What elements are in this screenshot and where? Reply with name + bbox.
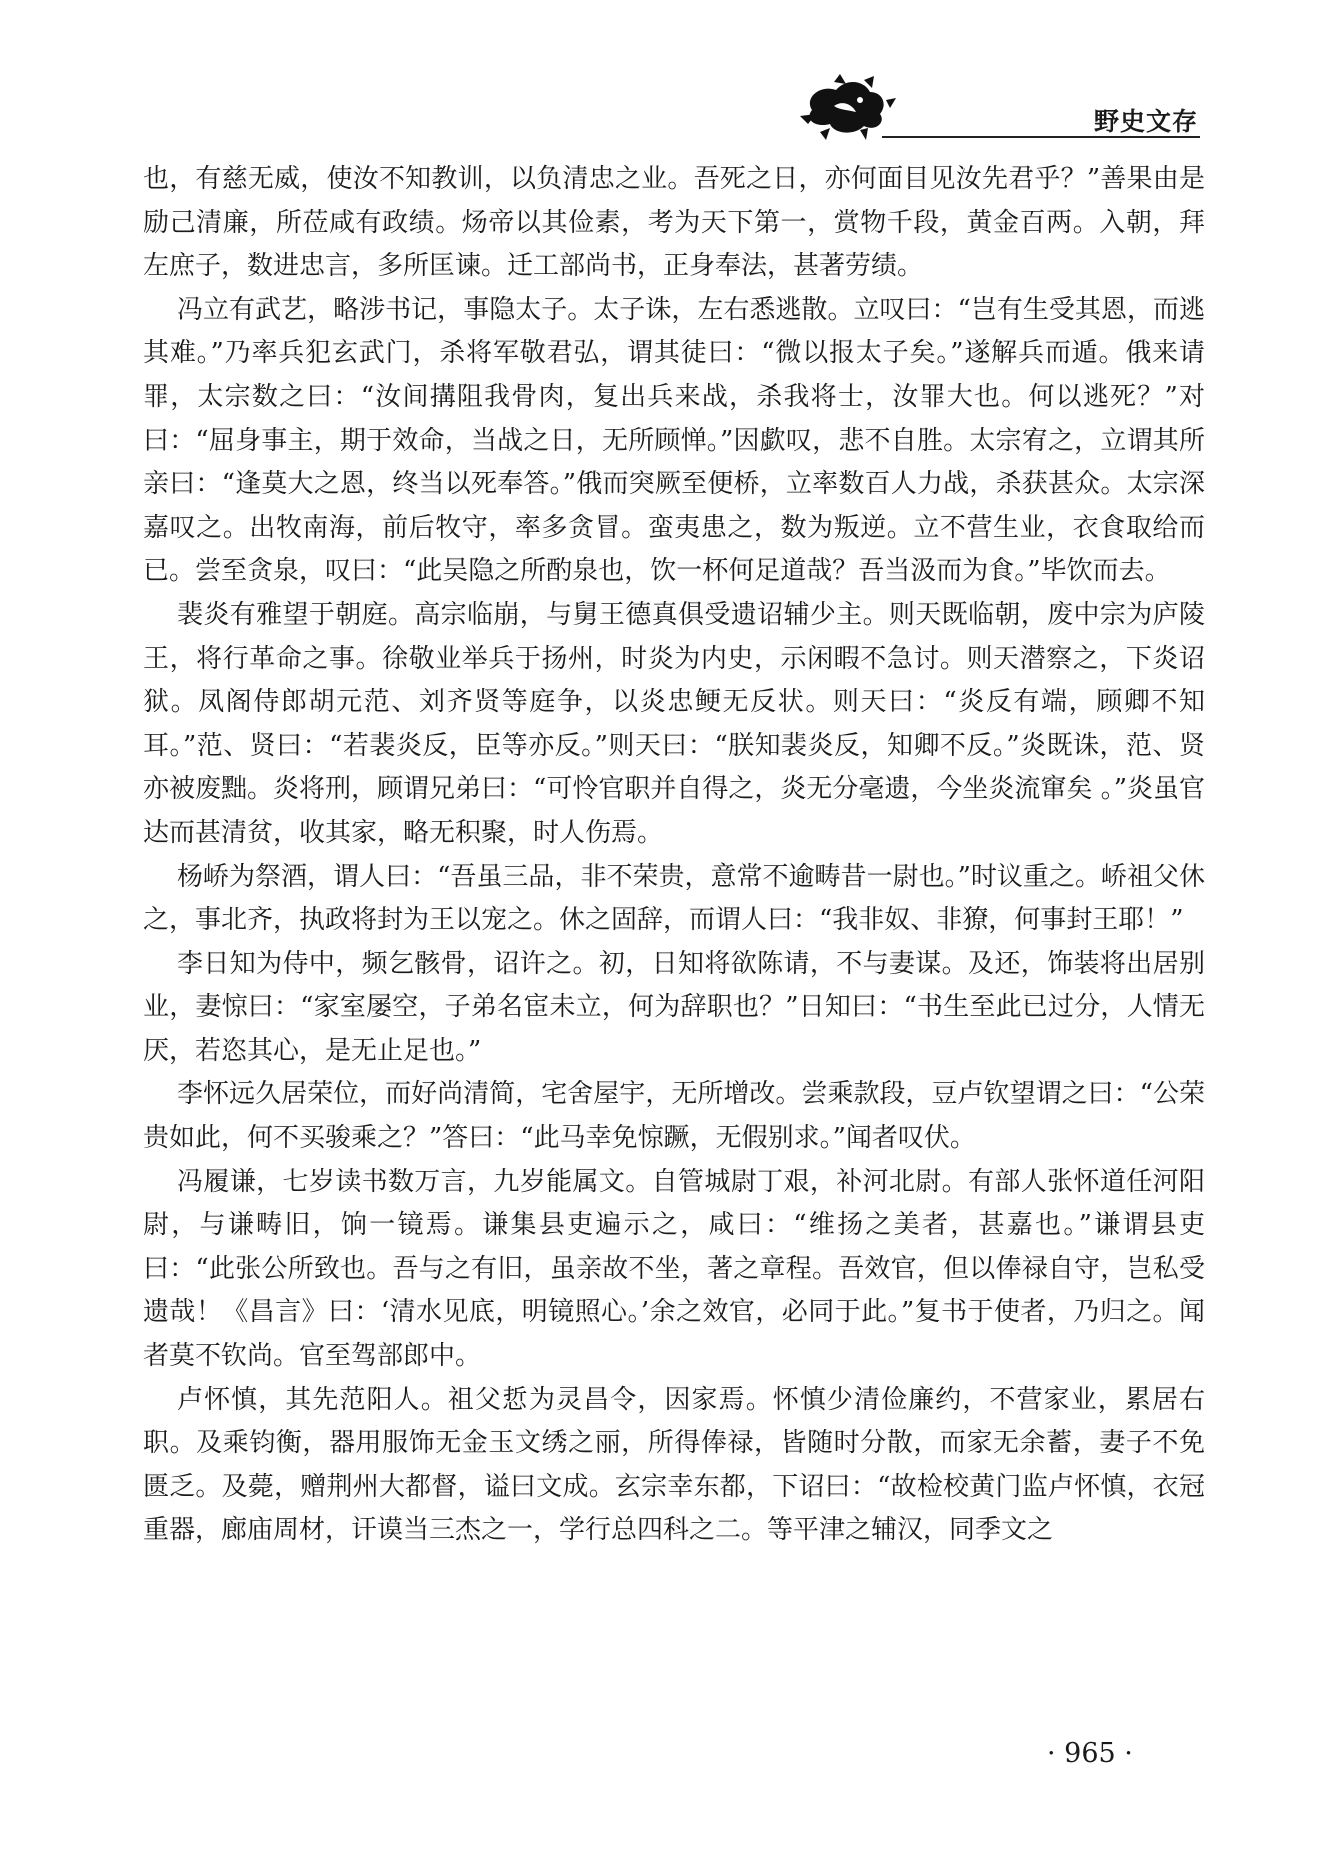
paragraph: 冯立有武艺，略涉书记，事隐太子。太子诛，左右悉逃散。立叹曰：“岂有生受其恩，而逃其难。”乃率兵犯玄武门，杀将军敬君弘，谓其徒曰：“微以报太子矣。”遂解兵而遁。俄来请罪，太宗数之曰：“汝间搆阻我骨肉，复出兵来战，杀我将士，汝罪大也。何以逃死？”对曰：“屈身事主，期于效命，当战之日，无所顾惮。”因歔叹，悲不自胜。太宗宥之，立谓其所亲曰：“逢莫大之恩，终当以死奉答。”俄而突厥至便桥，立率数百人力战，杀获甚众。太宗深嘉叹之。出牧南海，前后牧守，率多贪冒。蛮夷患之，数为叛逆。立不营生业，衣食取给而已。尝至贪泉，叹曰：“此吴隐之所酌泉也，饮一杯何足道哉？吾当汲而为食。”毕饮而去。: [143, 294, 1205, 587]
paragraph: 裴炎有雅望于朝庭。高宗临崩，与舅王德真俱受遗诏辅少主。则天既临朝，废中宗为庐陵王，将行革命之事。徐敬业举兵于扬州，时炎为内史，示闲暇不急讨。则天潜察之，下炎诏狱。凤阁侍郎胡元范、刘齐贤等庭争，以炎忠鲠无反状。则天曰：“炎反有端，顾卿不知耳。”范、贤曰：“若裴炎反，臣等亦反。”则天曰：“朕知裴炎反，知卿不反。”炎既诛，范、贤亦被废黜。炎将刑，顾谓兄弟曰：“可怜官职并自得之，炎无分毫遗，今坐炎流窜矣 。”炎虽官达而甚清贫，收其家，略无积聚，时人伤焉。: [143, 599, 1205, 848]
header-title: 野史文存: [1093, 107, 1198, 136]
paragraph: 李日知为侍中，频乞骸骨，诏许之。初，日知将欲陈请，不与妻谋。及还，饰装将出居别业，妻惊曰：“家室屡空，子弟名宦未立，何为辞职也？”日知曰：“书生至此已过分，人情无厌，若恣其心，是无止足也。”: [143, 948, 1205, 1066]
page-number: · 965 ·: [1047, 1738, 1133, 1769]
page-body: [143, 158, 1205, 1553]
page-header: [790, 70, 1210, 140]
paragraph: 也，有慈无威，使汝不知教训，以负清忠之业。吾死之日，亦何面目见汝先君乎？”善果由是励己清廉，所莅咸有政绩。炀帝以其俭素，考为天下第一，赏物千段，黄金百两。入朝，拜左庶子，数进忠言，多所匡谏。迁工部尚书，正身奉法，甚著劳绩。: [143, 164, 1205, 282]
paragraph: 卢怀慎，其先范阳人。祖父悊为灵昌令，因家焉。怀慎少清俭廉约，不营家业，累居右职。及乘钧衡，器用服饰无金玉文绣之丽，所得俸禄，皆随时分散，而家无余蓄，妻子不免匮乏。及薨，赠荆州大都督，谥曰文成。玄宗幸东都，下诏曰：“故检校黄门监卢怀慎，衣冠重器，廊庙周材，讦谟当三杰之一，学行总四科之二。等平津之辅汉，同季文之: [143, 1384, 1205, 1546]
header-rule: [882, 136, 1200, 138]
dragon-emblem-icon: [790, 70, 900, 142]
paragraph: 李怀远久居荣位，而好尚清简，宅舍屋宇，无所增改。尝乘款段，豆卢钦望谓之曰：“公荣贵如此，何不买骏乘之？”答曰：“此马幸免惊蹶，无假别求。”闻者叹伏。: [143, 1079, 1205, 1154]
paragraph: 杨峤为祭酒，谓人曰：“吾虽三品，非不荣贵，意常不逾畴昔一尉也。”时议重之。峤祖父休之，事北齐，执政将封为王以宠之。休之固辞，而谓人曰：“我非奴、非獠，何事封王耶！”: [143, 861, 1205, 936]
paragraph: 冯履谦，七岁读书数万言，九岁能属文。自管城尉丁艰，补河北尉。有部人张怀道任河阳尉，与谦畴旧，饷一镜焉。谦集县吏遍示之，咸曰：“维扬之美者，甚嘉也。”谦谓县吏曰：“此张公所致也。吾与之有旧，虽亲故不坐，著之章程。吾效官，但以俸禄自守，岂私受遗哉！《昌言》曰：‘清水见底，明镜照心。’余之效官，必同于此。”复书于使者，乃归之。闻者莫不钦尚。官至驾部郎中。: [143, 1166, 1205, 1372]
